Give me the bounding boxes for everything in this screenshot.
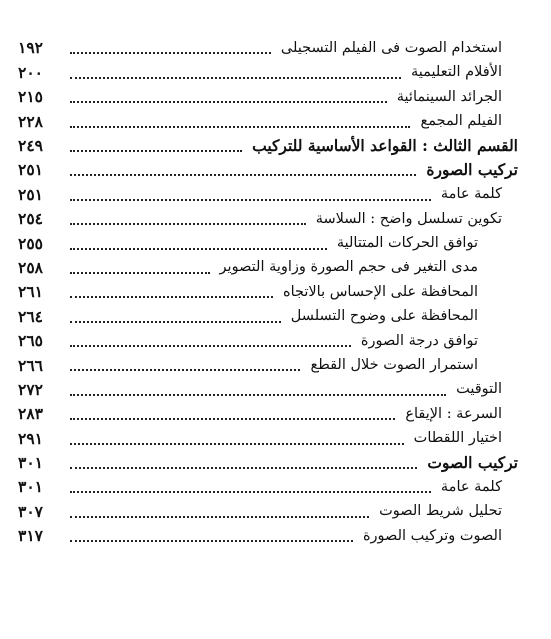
- toc-entry: [18, 256, 518, 280]
- toc-entry: [18, 524, 518, 548]
- toc-entry-page: ٣١٧: [18, 526, 43, 546]
- toc-entry-page: ١٩٢: [18, 38, 43, 58]
- toc-entry-page: ٢٦٦: [18, 355, 43, 375]
- toc-entry-title: استمرار الصوت خلال القطع: [310, 357, 478, 374]
- leader-dots: [70, 417, 395, 420]
- toc-entry: [18, 304, 518, 328]
- toc-entry: [18, 134, 518, 158]
- toc-entry-title: الجرائد السينمائية: [396, 88, 502, 105]
- toc-entry-title: استخدام الصوت فى الفيلم التسجيلى: [280, 39, 502, 56]
- toc-entry-page: ٢٥٨: [18, 257, 43, 277]
- toc-entry: [18, 207, 518, 231]
- leader-dots: [70, 442, 404, 445]
- toc-entry: [18, 85, 518, 109]
- leader-dots: [70, 125, 410, 128]
- toc-entry-title: تركيب الصورة: [426, 160, 518, 180]
- toc-entry-page: ٢٩١: [18, 428, 43, 448]
- toc-entry-title: مدى التغير فى حجم الصورة وزاوية التصوير: [219, 259, 478, 276]
- leader-dots: [70, 466, 417, 469]
- toc-entry-page: ٢٦٤: [18, 306, 43, 326]
- toc-entry-page: ٢٦١: [18, 282, 43, 302]
- toc-entry-page: ٢١٥: [18, 87, 43, 107]
- leader-dots: [70, 51, 271, 54]
- leader-dots: [70, 173, 416, 176]
- table-of-contents: [18, 36, 518, 548]
- toc-entry-page: ٢٥٥: [18, 233, 43, 253]
- toc-entry-title: الفيلم المجمع: [420, 113, 502, 130]
- leader-dots: [70, 271, 210, 274]
- toc-entry-title: السرعة : الإيقاع: [405, 405, 502, 422]
- toc-entry-title: اختيار اللقطات: [413, 430, 502, 447]
- leader-dots: [70, 320, 281, 323]
- toc-entry-title: القسم الثالث : القواعد الأساسية للتركيب: [252, 136, 518, 155]
- leader-dots: [70, 295, 273, 298]
- leader-dots: [70, 368, 300, 371]
- leader-dots: [70, 393, 446, 396]
- toc-entry-page: ٢٧٢: [18, 379, 43, 399]
- toc-entry: [18, 36, 518, 60]
- toc-entry-page: ٣٠١: [18, 453, 43, 473]
- leader-dots: [70, 222, 306, 225]
- leader-dots: [70, 76, 401, 79]
- toc-entry-title: الأفلام التعليمية: [411, 64, 502, 81]
- toc-entry-page: ٢٥١: [18, 160, 43, 180]
- toc-entry-title: كلمة عامة: [440, 186, 502, 203]
- toc-entry-title: كلمة عامة: [440, 478, 502, 495]
- toc-entry: [18, 475, 518, 499]
- toc-entry-page: ٢٢٨: [18, 111, 43, 131]
- toc-entry-title: تحليل شريط الصوت: [379, 503, 502, 520]
- leader-dots: [70, 490, 431, 493]
- toc-entry: [18, 377, 518, 401]
- toc-entry-title: التوقيت: [456, 381, 502, 398]
- toc-entry: [18, 182, 518, 206]
- leader-dots: [70, 149, 242, 152]
- toc-entry-page: ٢٨٣: [18, 404, 43, 424]
- leader-dots: [70, 515, 369, 518]
- toc-entry: [18, 280, 518, 304]
- toc-entry-page: ٣٠١: [18, 477, 43, 497]
- toc-entry: [18, 158, 518, 182]
- leader-dots: [70, 247, 327, 250]
- leader-dots: [70, 100, 387, 103]
- toc-entry: [18, 499, 518, 523]
- toc-entry-page: ٢٦٥: [18, 331, 43, 351]
- toc-entry: [18, 353, 518, 377]
- leader-dots: [70, 198, 431, 201]
- toc-entry-title: الصوت وتركيب الصورة: [362, 527, 502, 544]
- toc-entry: [18, 451, 518, 475]
- toc-entry-title: المحافظة على الإحساس بالاتجاه: [282, 283, 478, 300]
- toc-entry-page: ٢٥٤: [18, 209, 43, 229]
- toc-entry-page: ٢٥١: [18, 184, 43, 204]
- leader-dots: [70, 344, 351, 347]
- toc-entry: [18, 231, 518, 255]
- leader-dots: [70, 539, 353, 542]
- toc-entry-page: ٢٤٩: [18, 136, 43, 155]
- toc-entry: [18, 109, 518, 133]
- toc-entry: [18, 402, 518, 426]
- toc-entry-title: تركيب الصوت: [427, 453, 518, 473]
- toc-entry: [18, 329, 518, 353]
- toc-entry-title: توافق درجة الصورة: [360, 332, 478, 349]
- toc-entry-title: توافق الحركات المتتالية: [336, 235, 478, 252]
- toc-entry-title: تكوين تسلسل واضح : السلاسة: [315, 210, 502, 227]
- toc-entry-title: المحافظة على وضوح التسلسل: [290, 308, 478, 325]
- toc-entry-page: ٣٠٧: [18, 501, 43, 521]
- toc-entry-page: ٢٠٠: [18, 62, 43, 82]
- toc-entry: [18, 60, 518, 84]
- toc-entry: [18, 426, 518, 450]
